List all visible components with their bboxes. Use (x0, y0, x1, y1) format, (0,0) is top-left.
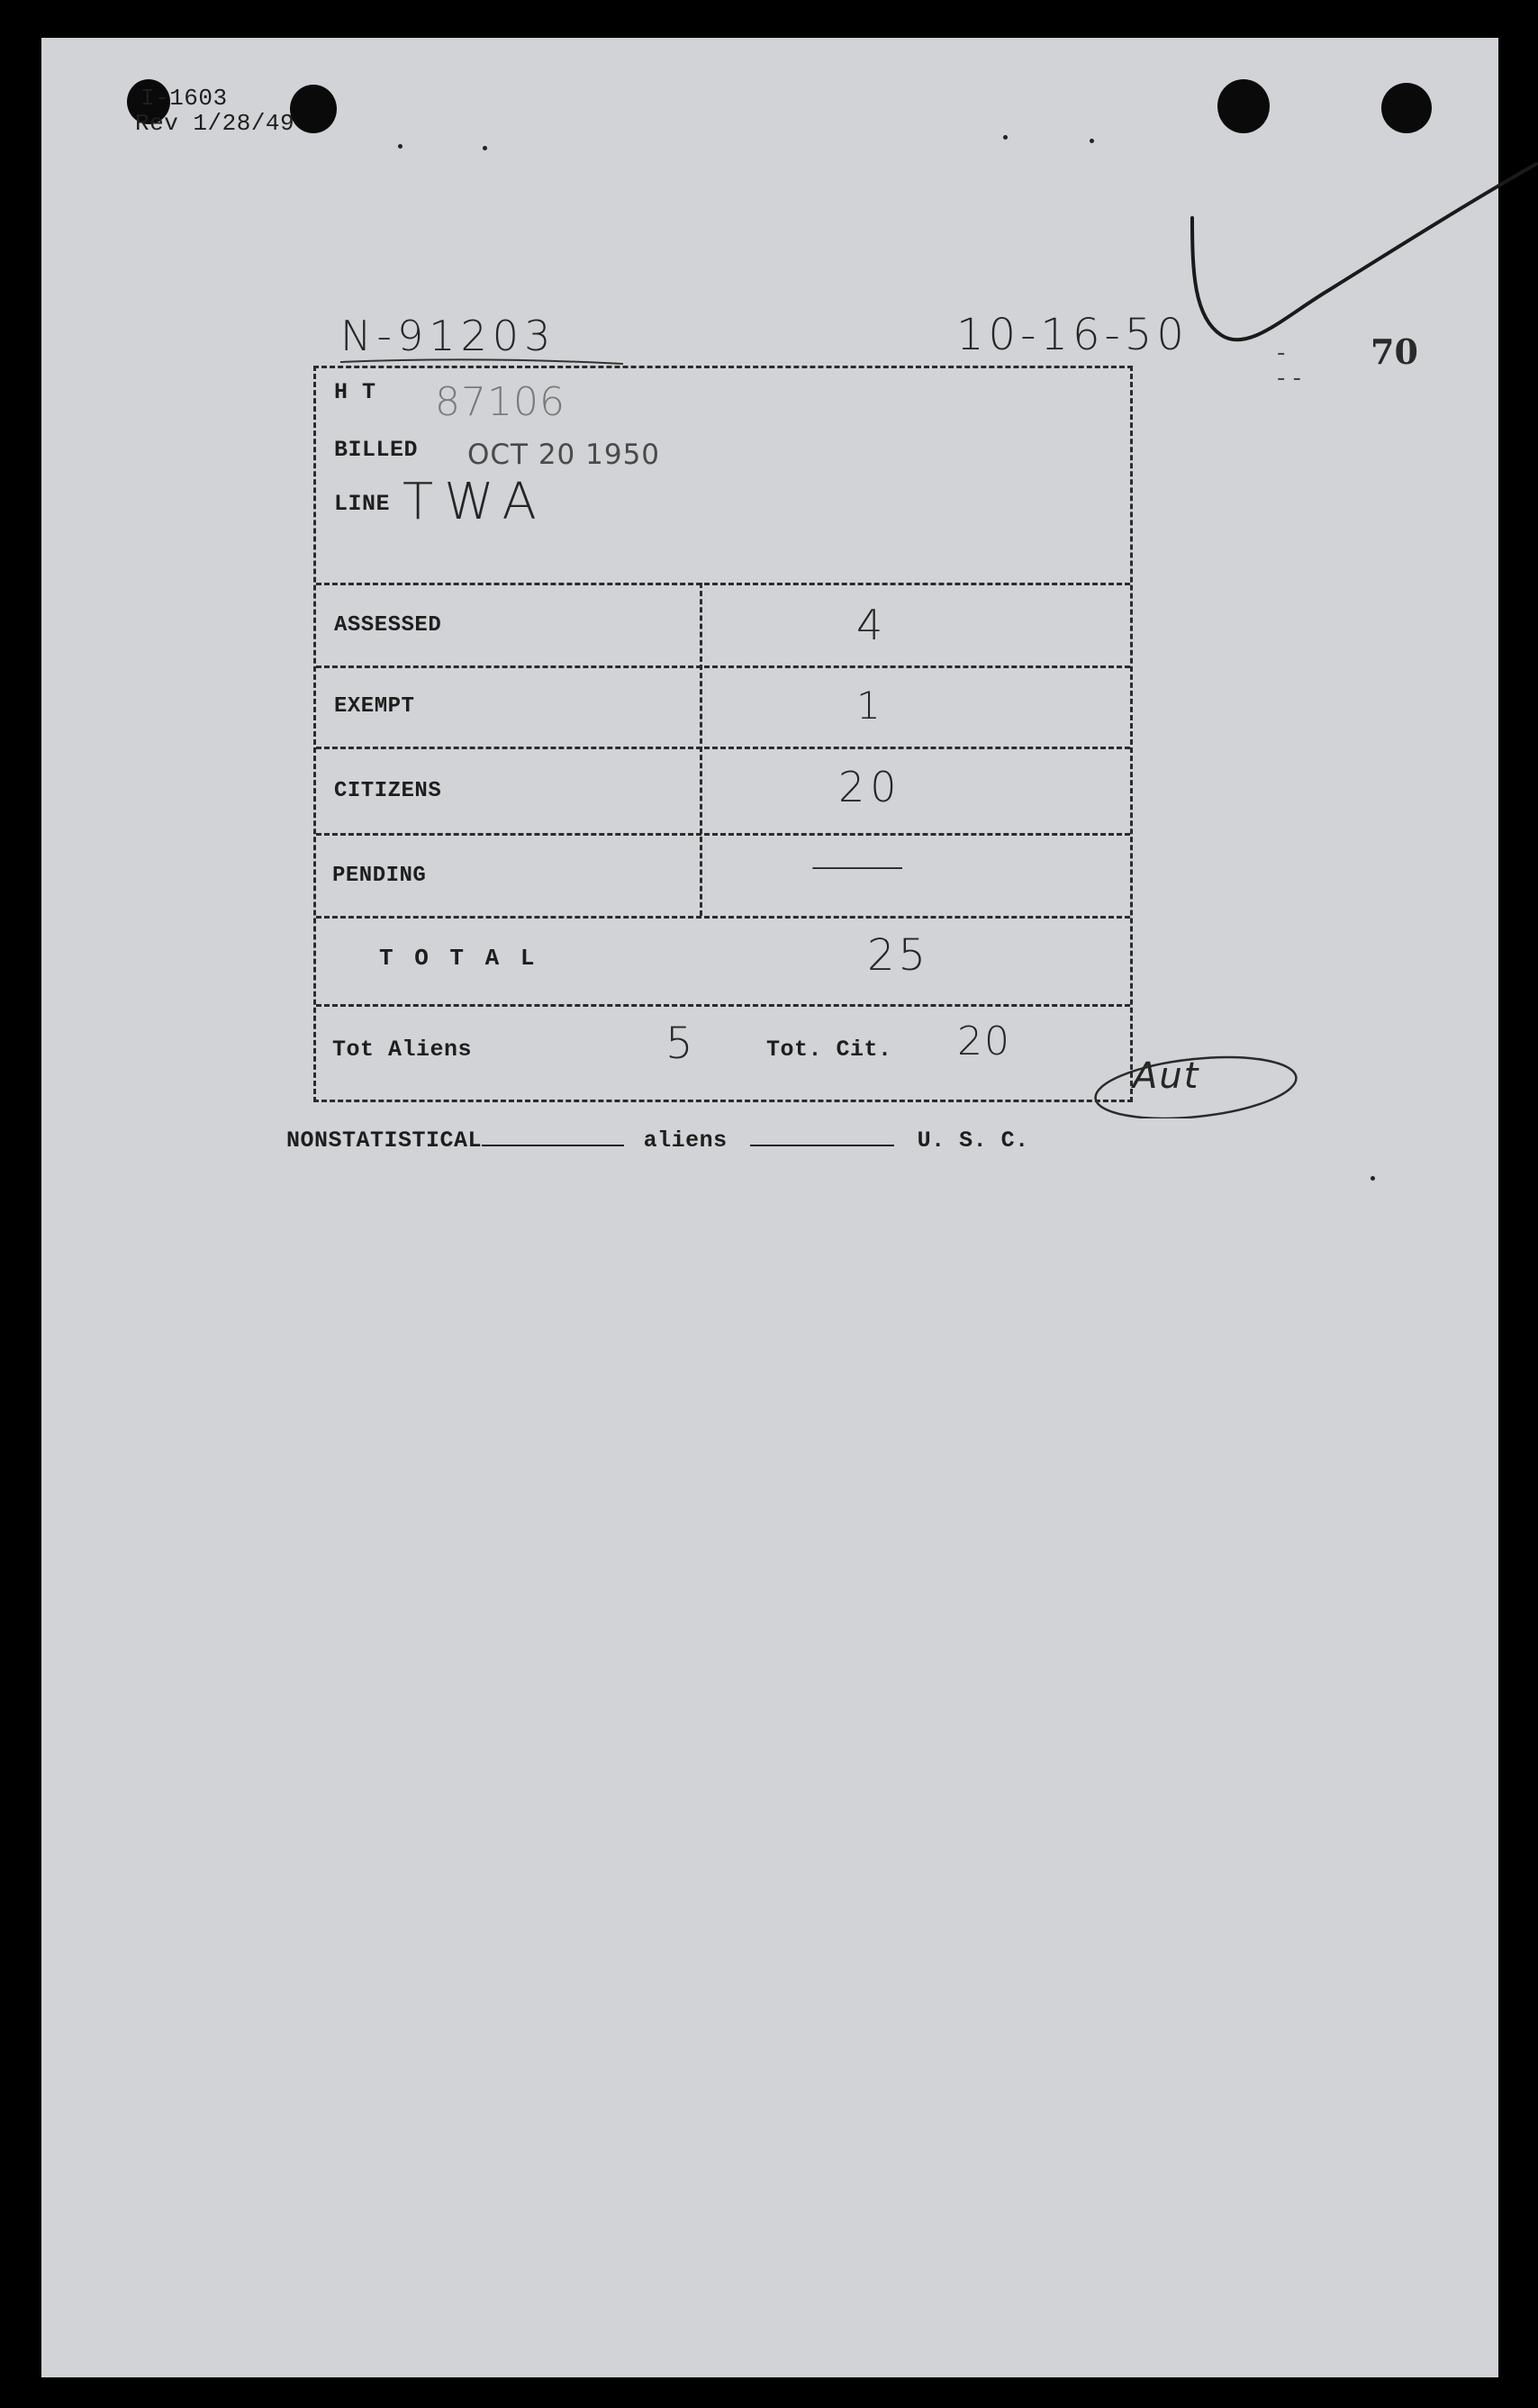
check-mark (1185, 146, 1538, 371)
stray-mark (483, 146, 487, 150)
row-label-assessed: ASSESSED (334, 613, 442, 638)
line-value: TWA (403, 473, 547, 531)
punch-hole-right-1 (1217, 79, 1270, 133)
manifest-number: N-91203 (340, 312, 556, 360)
total-value: 25 (867, 930, 930, 981)
line-label: LINE (334, 491, 391, 517)
usc-label: U. S. C. (917, 1127, 1029, 1154)
document-page (41, 38, 1498, 2377)
stray-mark (398, 144, 403, 149)
row-value-assessed: 4 (856, 601, 883, 649)
row-value-pending: — (808, 840, 908, 891)
column-divider (700, 583, 702, 916)
separator (316, 583, 1130, 585)
stray-mark (1371, 1176, 1375, 1181)
nonstatistical-line (286, 1127, 1029, 1154)
total-citizens-label: Tot. Cit. (766, 1037, 892, 1063)
page-number: 70 (1371, 331, 1418, 372)
form-revision: Rev 1/28/49 (135, 110, 295, 137)
handwritten-date: 10-16-50 (956, 310, 1189, 360)
ht-number-stamp: 87106 (435, 379, 565, 425)
separator (316, 665, 1130, 668)
form-box (313, 366, 1133, 1102)
initials: Aut (1133, 1055, 1200, 1097)
total-aliens-value: 5 (665, 1018, 693, 1069)
separator (316, 916, 1130, 919)
separator (316, 833, 1130, 836)
punch-hole-right-2 (1381, 83, 1432, 133)
aliens-label: aliens (643, 1127, 728, 1154)
form-number: I-1603 (140, 85, 228, 112)
dash-marks: - - - (1277, 339, 1302, 392)
nonstatistical-blank (482, 1145, 624, 1146)
ht-label: H T (334, 379, 376, 405)
row-label-pending: PENDING (332, 864, 427, 888)
separator (316, 747, 1130, 749)
stray-mark (1090, 139, 1094, 143)
total-label: T O T A L (379, 945, 538, 972)
total-citizens-value: 20 (957, 1018, 1011, 1064)
separator (316, 1004, 1130, 1007)
usc-blank (750, 1145, 894, 1146)
row-value-exempt: 1 (856, 683, 881, 728)
row-label-exempt: EXEMPT (334, 694, 415, 719)
total-aliens-label: Tot Aliens (332, 1037, 473, 1063)
row-value-citizens: 20 (838, 763, 902, 811)
billed-label: BILLED (334, 437, 419, 463)
punch-hole-left-2 (290, 85, 337, 133)
stray-mark (1003, 135, 1008, 140)
row-label-citizens: CITIZENS (334, 779, 442, 803)
nonstatistical-label: NONSTATISTICAL (286, 1127, 483, 1154)
billed-date-stamp: OCT 20 1950 (467, 439, 661, 471)
